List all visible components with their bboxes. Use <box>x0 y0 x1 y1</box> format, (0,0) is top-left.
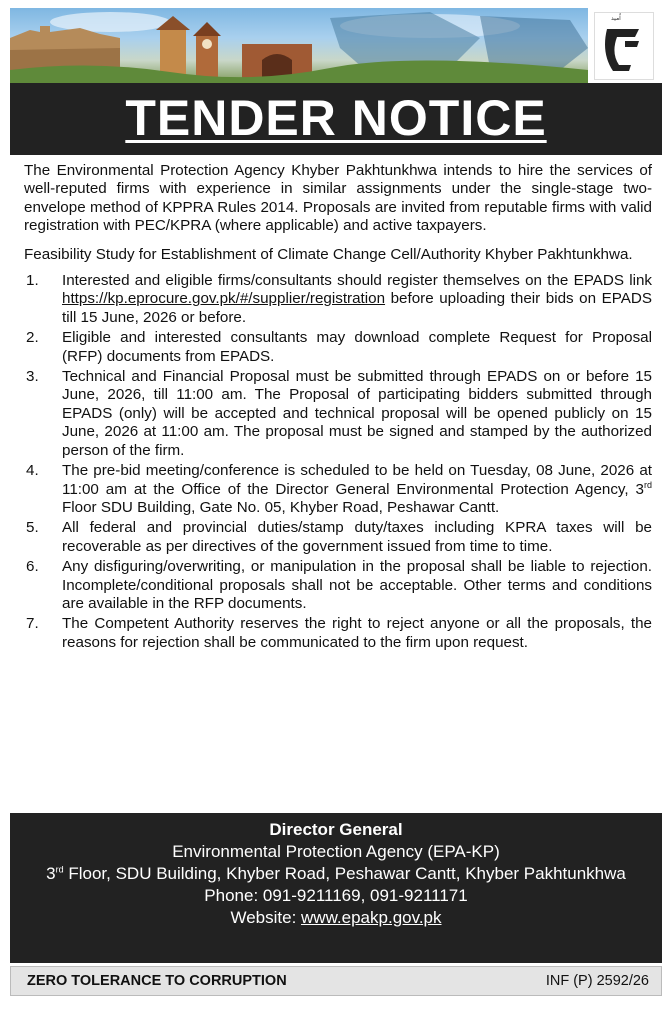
term-number: 4. <box>26 462 39 480</box>
term-number: 5. <box>26 519 39 537</box>
term-item <box>24 558 652 613</box>
ordinal-suffix: rd <box>55 864 64 875</box>
ordinal-suffix: rd <box>643 479 652 490</box>
address <box>10 863 662 885</box>
term-item <box>24 272 652 327</box>
designation: Director General <box>269 820 403 839</box>
term-text: The pre-bid meeting/conference is scheduled to be held on Tuesday, 08 June, 2026 at 11:00 am at the Office of the Director General Environmental Protection Agency, 3 <box>62 462 652 498</box>
slogan: ZERO TOLERANCE TO CORRUPTION <box>27 973 287 989</box>
contact-band <box>10 813 662 963</box>
term-text: Technical and Financial Proposal must be submitted through EPADS on or before 15 June, 2026, till 11:00 am. The Proposal of participating bidders submitted through EPADS (only) will be accepted and technical proposal will be opened publicly on 15 June, 2026 at 11:00 am. The proposal must be signed and stamped by the authorized person of the firm. <box>62 368 652 459</box>
intro-paragraph: The Environmental Protection Agency Khyber Pakhtunkhwa intends to hire the services of well-reputed firms with experience in similar assignments under the single-stage two-envelope method of KPPRA Rules 2014. Proposals are invited from reputable firms with valid registration with PEC/KPRA (where applicable) and active taxpayers. <box>24 162 652 235</box>
logo-caption: اُمید <box>611 15 621 22</box>
term-text: Any disfiguring/overwriting, or manipulation in the proposal shall be liable to rejection. Incomplete/conditional proposals shall not be acceptable. Other terms and conditions are available in the RFP documents. <box>62 558 652 612</box>
term-number: 6. <box>26 558 39 576</box>
term-item <box>24 368 652 460</box>
term-number: 3. <box>26 368 39 386</box>
address-text: Floor, SDU Building, Khyber Road, Peshawar Cantt, Khyber Pakhtunkhwa <box>63 864 626 883</box>
reference-number: INF (P) 2592/26 <box>545 973 649 989</box>
notice-body <box>24 162 652 654</box>
page-title: TENDER NOTICE <box>125 90 547 146</box>
heritage-banner-image <box>10 8 588 83</box>
term-item <box>24 329 652 366</box>
term-item <box>24 519 652 556</box>
website-link[interactable]: www.epakp.gov.pk <box>301 908 442 927</box>
term-text: Eligible and interested consultants may download complete Request for Proposal (RFP) documents from EPADS. <box>62 329 652 365</box>
term-text: All federal and provincial duties/stamp duty/taxes including KPRA taxes will be recoverable as per directives of the government issued from time to time. <box>62 519 652 555</box>
website-label: Website: <box>230 908 302 927</box>
subject-paragraph: Feasibility Study for Establishment of Climate Change Cell/Authority Khyber Pakhtunkhwa. <box>24 245 633 263</box>
agency-name: Environmental Protection Agency (EPA-KP) <box>172 842 500 861</box>
term-text: The Competent Authority reserves the right to reject anyone or all the proposals, the reasons for rejection shall be communicated to the firm upon request. <box>62 615 652 651</box>
term-number: 2. <box>26 329 39 347</box>
term-text: Interested and eligible firms/consultants should register themselves on the EPADS link <box>62 272 652 290</box>
term-text: Floor SDU Building, Gate No. 05, Khyber Road, Peshawar Cantt. <box>62 498 500 516</box>
epads-registration-link[interactable]: https://kp.eprocure.gov.pk/#/supplier/registration <box>62 290 386 308</box>
term-number: 1. <box>26 272 39 290</box>
bottom-bar <box>10 966 662 996</box>
phone: Phone: 091-9211169, 091-9211171 <box>204 886 468 905</box>
epa-logo <box>594 12 654 80</box>
term-item <box>24 615 652 652</box>
website <box>10 907 662 929</box>
term-number: 7. <box>26 615 39 633</box>
terms-list <box>24 272 652 652</box>
address-number: 3 <box>46 864 56 883</box>
banner <box>10 8 662 83</box>
term-item <box>24 462 652 517</box>
term-text: before uploading their bids on EPADS till 15 June, 2026 or before. <box>62 290 652 326</box>
title-band <box>10 83 662 155</box>
